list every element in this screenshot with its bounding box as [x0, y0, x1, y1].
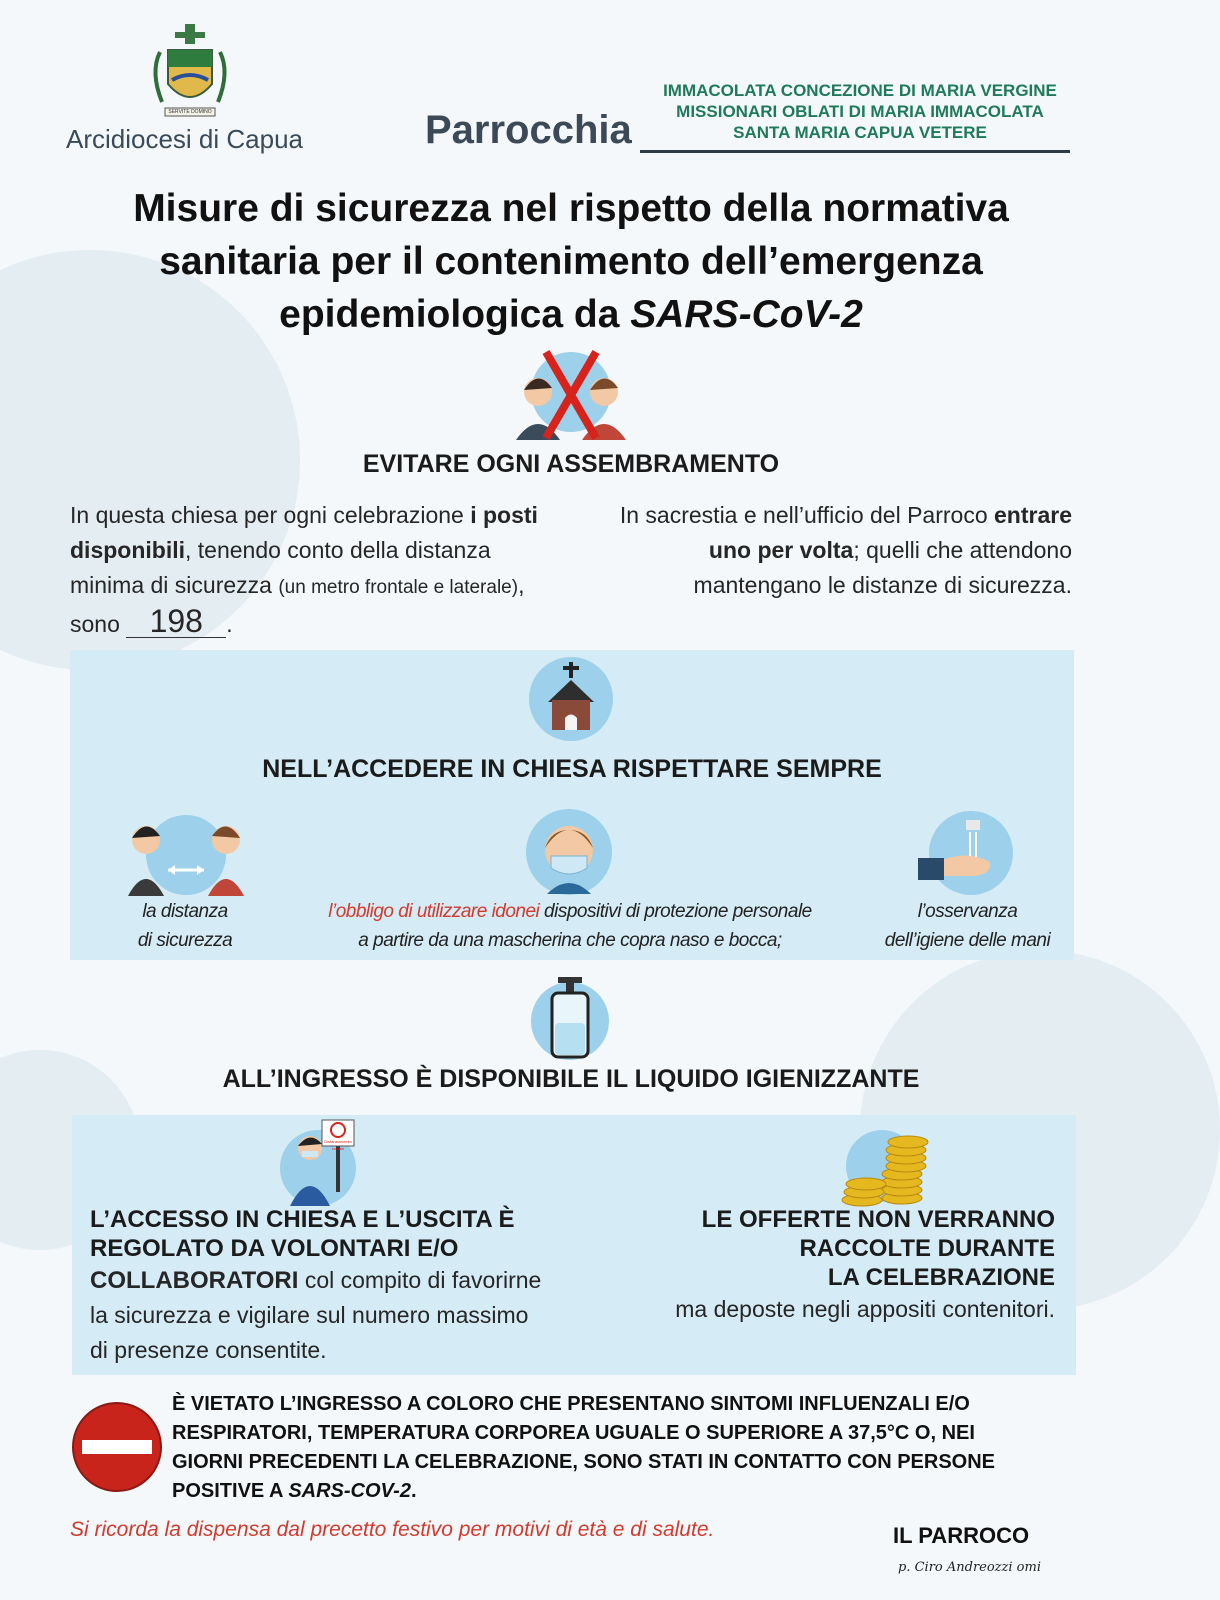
parish-underline: [640, 150, 1070, 153]
parish-line-1: IMMACOLATA CONCEZIONE DI MARIA VERGINE: [663, 81, 1057, 100]
offerings-paragraph: LE OFFERTE NON VERRANNO RACCOLTE DURANTE LA CELEBRAZIONE ma deposte negli appositi contenitori.: [675, 1206, 1055, 1322]
page-title: Misure di sicurezza nel rispetto della normativa sanitaria per il contenimento dell’emergenza epidemiologica da SARS-CoV-2: [133, 187, 1009, 336]
available-seats-value: 198: [126, 605, 226, 638]
no-entry-sign-icon: [72, 1402, 162, 1497]
volunteer-sign-text: Distanziamento sociale: [324, 1139, 352, 1151]
volunteers-paragraph: L’ACCESSO IN CHIESA E L’USCITA È REGOLATO DA VOLONTARI E/O COLLABORATORI col compito di favorirne la sicurezza e vigilare sul numero massimo di presenze consentite.: [90, 1206, 542, 1363]
parish-line-2: MISSIONARI OBLATI DI MARIA IMMACOLATA: [676, 102, 1044, 121]
sanitizer-bottle-icon: [530, 975, 610, 1066]
parish-priest-title: IL PARROCO: [893, 1523, 1030, 1548]
no-gathering-icon: [508, 350, 634, 447]
church-icon: [528, 656, 614, 747]
parish-name-block: [630, 80, 1090, 143]
caption-distance: la distanza di sicurezza: [137, 901, 233, 951]
section-heading-access: NELL’ACCEDERE IN CHIESA RISPETTARE SEMPRE: [262, 755, 882, 783]
hand-washing-icon: [918, 810, 1014, 901]
caption-hand-hygiene: l’osservanza dell’igiene delle mani: [884, 901, 1051, 951]
caption-mask: l’obbligo di utilizzare idonei dispositivi di protezione personale a partire da una mascherina che copra naso e bocca;: [328, 901, 812, 951]
seats-paragraph: In questa chiesa per ogni celebrazione i posti disponibili, tenendo conto della distanza minima di sicurezza (un metro frontale e laterale), sono 198 .: [70, 502, 538, 639]
section-heading-sanitizer: ALL’INGRESSO È DISPONIBILE IL LIQUIDO IGIENIZZANTE: [222, 1065, 920, 1093]
distance-icon: [128, 810, 244, 901]
parish-line-3: SANTA MARIA CAPUA VETERE: [733, 123, 987, 142]
diocese-name: Arcidiocesi di Capua: [66, 124, 304, 154]
crest-motto: SERVITE DOMINO: [168, 109, 212, 115]
diocese-crest-image: [150, 22, 230, 122]
festive-precept-reminder: Si ricorda la dispensa dal precetto festivo per motivi di età e di salute.: [70, 1518, 715, 1541]
face-mask-icon: [525, 808, 613, 901]
section-heading-avoid: EVITARE OGNI ASSEMBRAMENTO: [362, 450, 780, 478]
coins-icon: [832, 1128, 932, 1213]
sacristy-paragraph: In sacrestia e nell’ufficio del Parroco entrare uno per volta; quelli che attendono mantengano le distanze di sicurezza.: [619, 502, 1072, 598]
volunteer-with-sign-icon: [280, 1118, 364, 1213]
parrocchia-label: Parrocchia: [425, 108, 632, 152]
entry-prohibition-text: È VIETATO L’INGRESSO A COLORO CHE PRESENTANO SINTOMI INFLUENZALI E/O RESPIRATORI, TEMPERATURA CORPOREA UGUALE O SUPERIORE A 37,5°C O, NEI GIORNI PRECEDENTI LA CELEBRAZIONE, SONO STATI IN CONTATTO CON PERSONE POSITIVE A SARS-COV-2.: [172, 1393, 995, 1502]
parish-priest-signature: p. Ciro Andreozzi omi: [898, 1560, 1041, 1575]
